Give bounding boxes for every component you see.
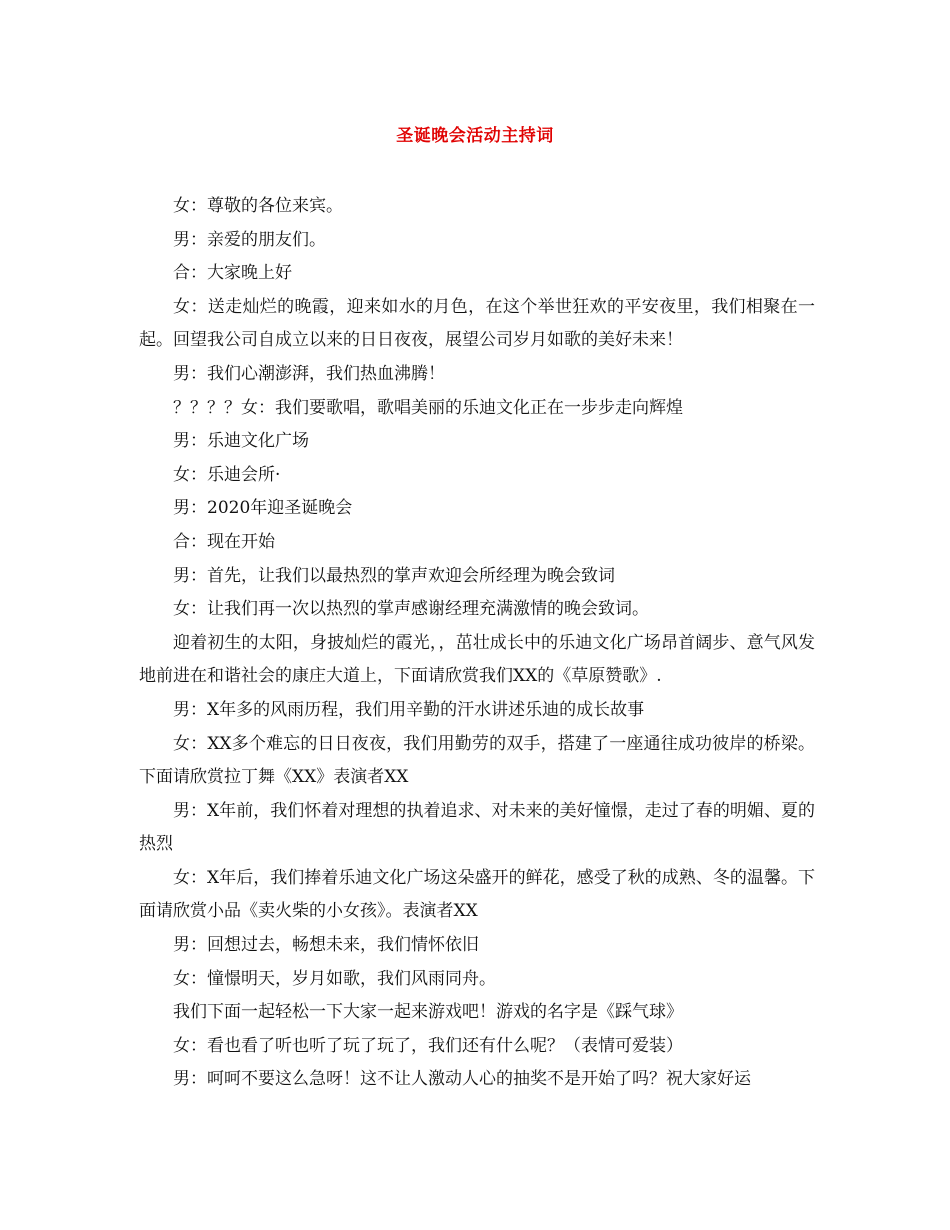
paragraph: 合：大家晚上好 [173, 263, 292, 284]
paragraph: 男：亲爱的朋友们。 [173, 229, 326, 250]
paragraph: 女：X年后，我们捧着乐迪文化广场这朵盛开的鲜花，感受了秋的成熟、冬的温馨。下面请欣赏小品《卖火柴的小女孩》。表演者XX [139, 867, 815, 922]
paragraph: 女：XX多个难忘的日日夜夜，我们用勤劳的双手，搭建了一座通往成功彼岸的桥梁。下面请欣赏拉丁舞《XX》表演者XX [139, 733, 815, 788]
paragraph: 女：让我们再一次以热烈的掌声感谢经理充满激情的晚会致词。 [173, 599, 649, 620]
paragraph: 女：看也看了听也听了玩了玩了，我们还有什么呢？（表情可爱装） [173, 1035, 683, 1056]
paragraph: 男：X年前，我们怀着对理想的执着追求、对未来的美好憧憬，走过了春的明媚、夏的热烈 [139, 800, 815, 855]
paragraph: 女：尊敬的各位来宾。 [173, 196, 343, 216]
paragraph: 男：我们心潮澎湃，我们热血沸腾！ [173, 363, 445, 384]
paragraph: 女：憧憬明天，岁月如歌，我们风雨同舟。 [173, 968, 496, 989]
paragraph: 男：乐迪文化广场 [173, 431, 309, 452]
paragraph: 迎着初生的太阳，身披灿烂的霞光，，茁壮成长中的乐迪文化广场昂首阔步、意气风发地前进在和谐社会的康庄大道上，下面请欣赏我们XX的《草原赞歌》. [139, 632, 815, 687]
paragraph: 男：首先，让我们以最热烈的掌声欢迎会所经理为晚会致词 [173, 565, 615, 586]
paragraph: 我们下面一起轻松一下大家一起来游戏吧！游戏的名字是《踩气球》 [173, 1002, 683, 1023]
document-title: 圣诞晚会活动主持词 [396, 126, 554, 146]
paragraph: 男：X年多的风雨历程，我们用辛勤的汗水讲述乐迪的成长故事 [173, 699, 645, 720]
document-body [139, 190, 815, 1097]
paragraph: 男：呵呵不要这么急呀！这不让人激动人心的抽奖不是开始了吗？祝大家好运 [173, 1069, 751, 1090]
paragraph: 男：回想过去，畅想未来，我们情怀依旧 [173, 935, 479, 956]
paragraph: 女：送走灿烂的晚霞，迎来如水的月色，在这个举世狂欢的平安夜里，我们相聚在一起。回望我公司自成立以来的日日夜夜，展望公司岁月如歌的美好未来！ [139, 296, 815, 351]
paragraph: 合：现在开始 [173, 531, 275, 552]
paragraph: 男：2020年迎圣诞晚会 [173, 498, 353, 519]
paragraph: 女：乐迪会所· [173, 464, 281, 485]
paragraph: ？？？？女：我们要歌唱，歌唱美丽的乐迪文化正在一步步走向辉煌 [173, 397, 683, 418]
